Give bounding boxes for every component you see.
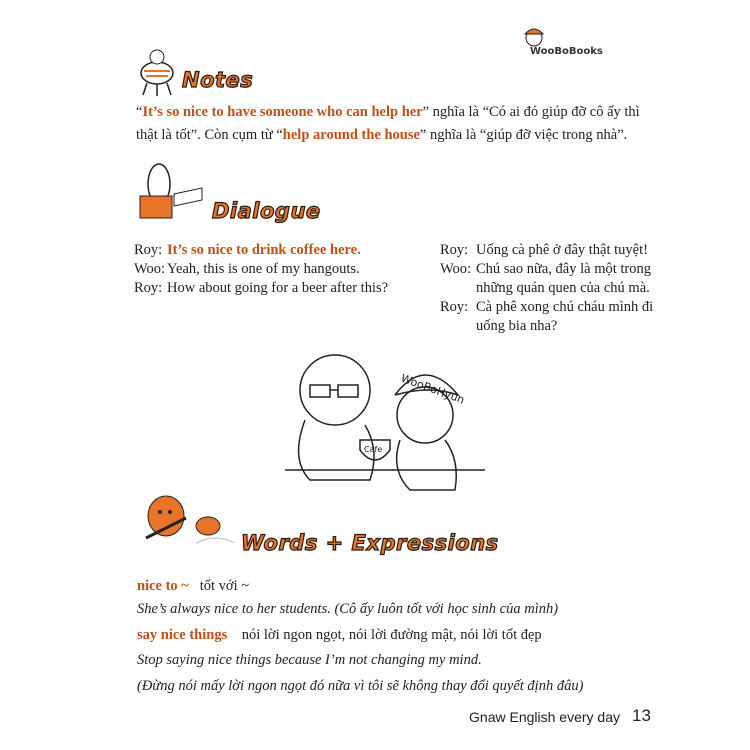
dialogue-english <box>134 242 388 299</box>
guitar-mascot-icon <box>136 488 236 560</box>
grill-mascot-icon <box>132 45 182 97</box>
word-entry: say nice things nói lời ngon ngọt, nói lời đường mật, nói lời tốt đẹp <box>137 627 542 643</box>
dialogue-vietnamese <box>440 242 653 337</box>
dialogue-line-cont: những quán quen của chú mà. <box>476 280 650 296</box>
word-entry: nice to ~ tốt với ~ <box>137 578 250 594</box>
peanut-reading-mascot-icon <box>134 160 210 226</box>
dialogue-line: Woo: Yeah, this is one of my hangouts. <box>134 261 360 277</box>
dialogue-line: Roy: Cà phê xong chú cháu mình đi <box>440 299 654 315</box>
dialogue-line: Woo: Chú sao nữa, đây là một trong <box>440 261 651 277</box>
dialogue-line: Roy: Uống cà phê ở đây thật tuyệt! <box>440 242 648 258</box>
words-heading: Words + Expressions <box>241 531 499 555</box>
cup-text: Cafe <box>364 445 383 454</box>
dialogue-heading: Dialogue <box>212 199 321 223</box>
word-example: Stop saying nice things because I’m not changing my mind. <box>137 652 482 668</box>
dialogue-line-cont: uống bia nha? <box>476 318 558 334</box>
dialogue-line: Roy: It’s so nice to drink coffee here. <box>134 242 361 258</box>
dialogue-line: Roy: How about going for a beer after this? <box>134 280 389 296</box>
notes-line-2: thật là tốt”. Còn cụm từ “help around the house” nghĩa là “giúp đỡ việc trong nhà”. <box>136 127 628 143</box>
cap-text: WooBoHyun <box>399 371 467 407</box>
notes-heading: Notes <box>182 68 254 92</box>
footer-book-title: Gnaw English every day <box>469 709 620 725</box>
logo-text: WooBoBooks <box>530 46 603 57</box>
brand-logo <box>520 22 603 57</box>
word-example: She’s always nice to her students. (Cô ấy luôn tốt với học sinh của mình) <box>137 601 559 617</box>
page-number: 13 <box>632 706 651 725</box>
cafe-illustration <box>280 340 490 500</box>
notes-line-1: “It’s so nice to have someone who can help her” nghĩa là “Có ai đó giúp đỡ cô ấy thì <box>136 104 640 120</box>
word-example-translation: (Đừng nói mấy lời ngon ngọt đó nữa vì tôi sẽ không thay đổi quyết định đâu) <box>137 678 584 694</box>
